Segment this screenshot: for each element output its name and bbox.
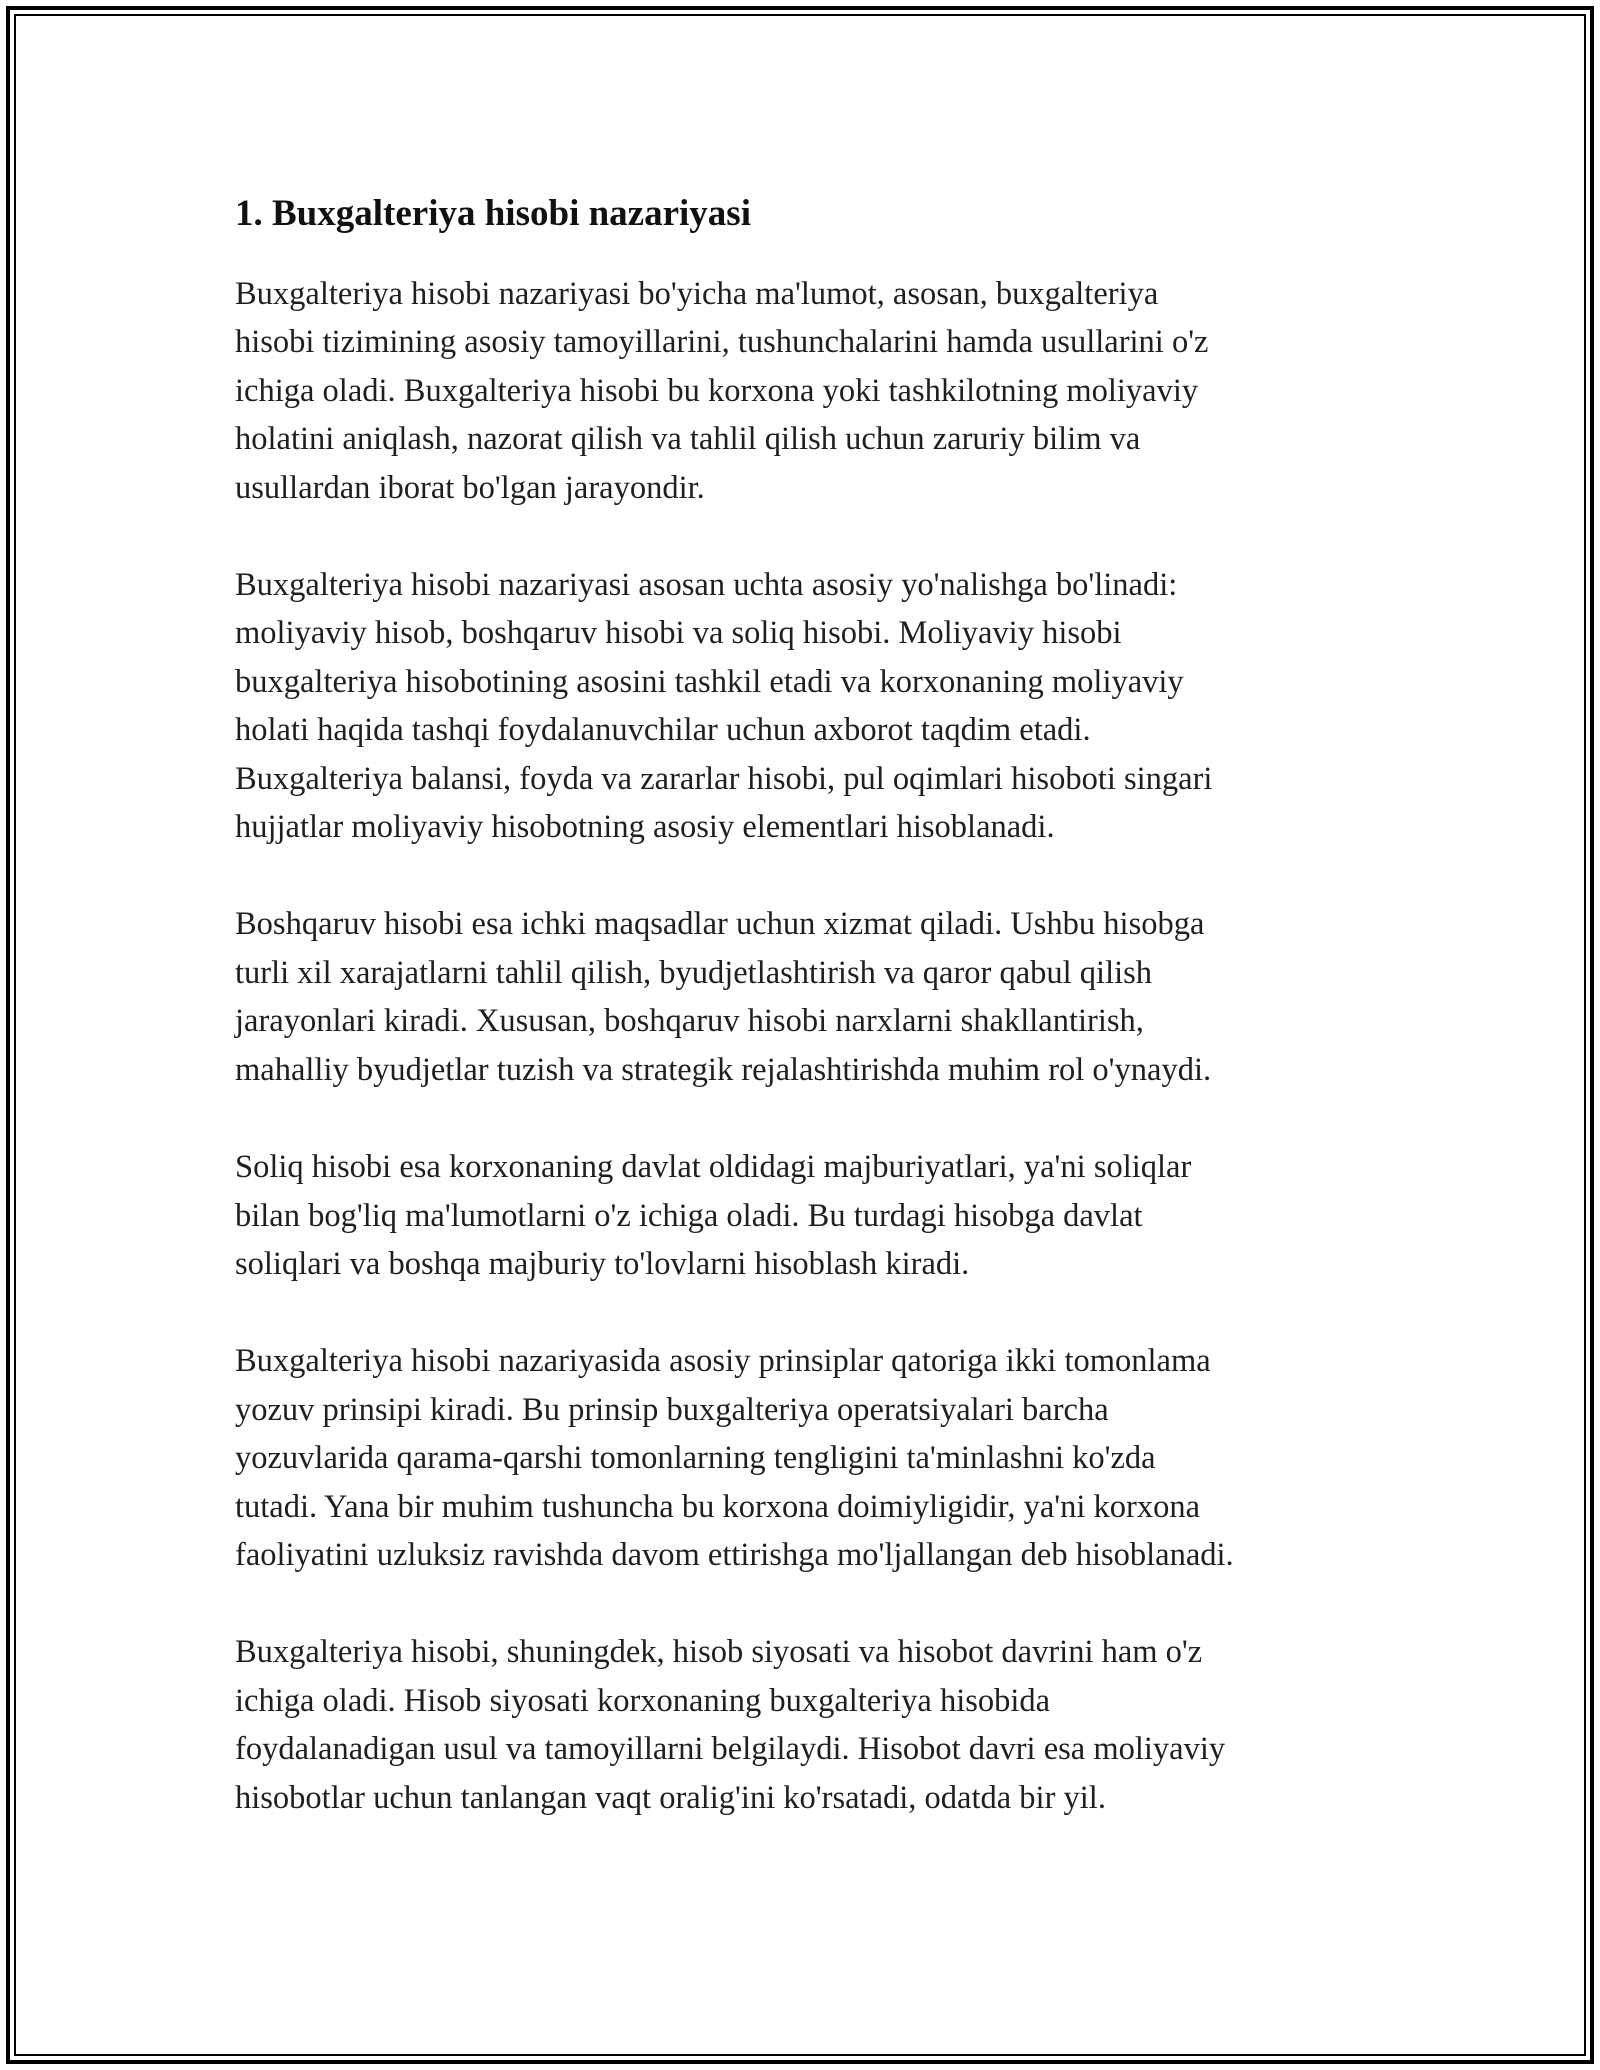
paragraph-policy-period: Buxgalteriya hisobi, shuningdek, hisob siyosati va hisobot davrini ham o'z ichiga oladi. Hisob siyosati korxonaning buxgalteriya hisobida foydalanadigan usul va tamoyillarni belgilaydi. Hisobot davri esa moliyaviy hisobotlar uchun tanlangan vaqt oralig'ini ko'rsatadi, odatda bir yil.: [235, 1634, 1226, 1816]
paragraph-management-accounting: Boshqaruv hisobi esa ichki maqsadlar uchun xizmat qiladi. Ushbu hisobga turli xil xarajatlarni tahlil qilish, byudjetlashtirish va qaror qabul qilish jarayonlari kiradi. Xususan, boshqaruv hisobi narxlarni shakllantirish, mahalliy byudjetlar tuzish va strategik rejalashtirishda muhim rol o'ynaydi.: [235, 906, 1212, 1088]
paragraph-tax-accounting: Soliq hisobi esa korxonaning davlat oldidagi majburiyatlari, ya'ni soliqlar bilan bog'liq ma'lumotlarni o'z ichiga oladi. Bu turdagi hisobga davlat soliqlari va boshqa majburiy to'lovlarni hisoblash kiradi.: [235, 1149, 1192, 1282]
paragraph-directions: Buxgalteriya hisobi nazariyasi asosan uchta asosiy yo'nalishga bo'linadi: moliyaviy hisob, boshqaruv hisobi va soliq hisobi. Moliyaviy hisobi buxgalteriya hisobotining asosini tashkil etadi va korxonaning moliyaviy holati haqida tashqi foydalanuvchilar uchun axborot taqdim etadi. Buxgalteriya balansi, foyda va zararlar hisobi, pul oqimlari hisoboti singari hujjatlar moliyaviy hisobotning asosiy elementlari hisoblanadi.: [235, 567, 1213, 846]
document-title: 1. Buxgalteriya hisobi nazariyasi: [235, 193, 751, 234]
document-body: [235, 188, 1375, 1871]
paragraph-principles: Buxgalteriya hisobi nazariyasida asosiy prinsiplar qatoriga ikki tomonlama yozuv prinsipi kiradi. Bu prinsip buxgalteriya operatsiyalari barcha yozuvlarida qarama-qarshi tomonlarning tengligini ta'minlashni ko'zda tutadi. Yana bir muhim tushuncha bu korxona doimiyligidir, ya'ni korxona faoliyatini uzluksiz ravishda davom ettirishga mo'ljallangan deb hisoblanadi.: [235, 1343, 1234, 1573]
paragraph-intro: Buxgalteriya hisobi nazariyasi bo'yicha ma'lumot, asosan, buxgalteriya hisobi tizimining asosiy tamoyillarini, tushunchalarini hamda usullarini o'z ichiga oladi. Buxgalteriya hisobi bu korxona yoki tashkilotning moliyaviy holatini aniqlash, nazorat qilish va tahlil qilish uchun zaruriy bilim va usullardan iborat bo'lgan jarayondir.: [235, 276, 1209, 506]
